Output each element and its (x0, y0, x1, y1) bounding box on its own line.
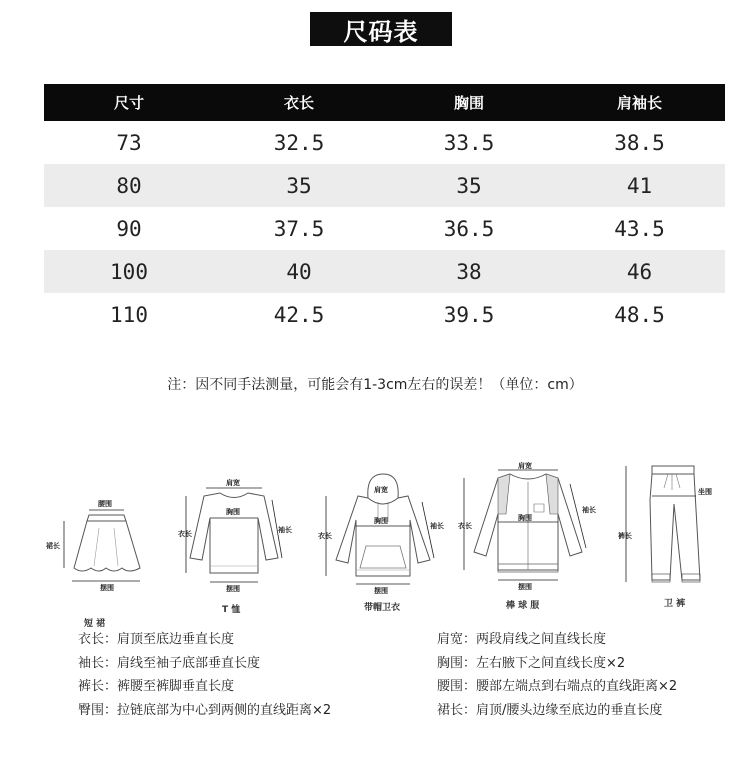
skirt-label-length: 裙长 (46, 542, 60, 550)
definition-item: 裤长：裤腰至裤脚垂直长度 (78, 679, 235, 694)
pants-label-length: 裤长 (618, 532, 632, 540)
tshirt-label-hem: 摆围 (226, 585, 240, 593)
size-table (44, 84, 725, 336)
table-cell: 41 (626, 173, 653, 198)
tshirt-label-shoulder: 肩宽 (226, 479, 240, 487)
tshirt-illustration (178, 478, 298, 608)
baseball-caption: 棒 球 服 (506, 601, 540, 611)
definition-item: 袖长：肩线至袖子底部垂直长度 (78, 655, 261, 671)
hoodie-label-shoulder: 肩宽 (374, 486, 388, 494)
table-row (44, 293, 725, 336)
tshirt-label-length: 衣长 (178, 530, 192, 538)
hoodie-caption: 带帽卫衣 (364, 603, 401, 613)
table-cell: 43.5 (614, 216, 665, 241)
hoodie-label-length: 衣长 (318, 532, 332, 540)
table-cell: 36.5 (443, 216, 495, 241)
pants-caption: 卫 裤 (664, 599, 686, 609)
skirt-label-hem: 摆围 (100, 584, 114, 592)
table-cell: 73 (116, 130, 142, 155)
pants-diagram (614, 460, 724, 608)
definitions-left (78, 628, 331, 722)
definition-item: 衣长：肩顶至底边垂直长度 (78, 632, 235, 647)
table-header-row (44, 84, 725, 121)
hoodie-label-chest: 胸围 (374, 517, 388, 525)
table-row (44, 207, 725, 250)
table-cell: 48.5 (614, 302, 665, 327)
tshirt-label-sleeve: 袖长 (278, 526, 292, 534)
header-chest: 胸围 (453, 94, 484, 112)
measurement-note: 注：因不同手法测量，可能会有1-3cm左右的误差！（单位：cm） (167, 377, 583, 393)
tshirt-caption: T 恤 (222, 605, 241, 615)
baseball-label-length: 衣长 (458, 522, 472, 530)
baseball-label-sleeve: 袖长 (582, 506, 596, 514)
baseball-label-hem: 摆围 (518, 583, 532, 591)
table-cell: 80 (116, 173, 142, 198)
hoodie-diagram (318, 468, 448, 613)
hoodie-illustration (318, 468, 448, 608)
table-cell: 40 (286, 259, 312, 284)
skirt-diagram (44, 488, 164, 629)
table-row (44, 250, 725, 293)
table-cell: 38 (456, 259, 482, 284)
hoodie-label-hem: 摆围 (374, 587, 388, 595)
definition-item: 肩宽：两段肩线之间直线长度 (437, 632, 607, 647)
baseball-label-shoulder: 肩宽 (518, 462, 532, 470)
table-cell: 110 (110, 302, 148, 327)
baseball-jacket-illustration (458, 462, 598, 608)
page-title: 尺码表 (310, 12, 452, 46)
table-cell: 100 (110, 259, 148, 284)
garment-figures (0, 460, 750, 629)
table-cell: 42.5 (273, 302, 325, 327)
tshirt-diagram (178, 478, 298, 615)
table-cell: 38.5 (614, 130, 665, 155)
table-cell: 35 (456, 173, 482, 198)
tshirt-label-chest: 胸围 (226, 508, 240, 516)
skirt-illustration (44, 488, 164, 608)
pants-illustration (614, 460, 724, 608)
table-cell: 37.5 (273, 216, 325, 241)
hoodie-label-sleeve: 袖长 (430, 522, 444, 530)
table-row (44, 164, 725, 207)
definitions-right (437, 628, 677, 722)
table-cell: 35 (286, 173, 312, 198)
definition-item: 裙长：肩顶/腰头边缘至底边的垂直长度 (437, 702, 663, 718)
definition-item: 臀围：拉链底部为中心到两侧的直线距离×2 (78, 702, 332, 718)
baseball-jacket-diagram (458, 462, 598, 611)
skirt-caption: 短 裙 (84, 619, 106, 629)
table-row (44, 121, 725, 164)
pants-label-seat: 坐围 (698, 488, 712, 496)
skirt-label-waist: 腰围 (98, 500, 112, 508)
header-size: 尺寸 (113, 94, 144, 112)
table-cell: 33.5 (443, 130, 495, 155)
baseball-label-chest: 胸围 (518, 514, 532, 522)
header-sleeve: 肩袖长 (616, 94, 662, 112)
table-cell: 46 (626, 259, 653, 284)
table-cell: 90 (116, 216, 142, 241)
header-length: 衣长 (283, 94, 314, 112)
table-cell: 39.5 (443, 302, 495, 327)
table-cell: 32.5 (273, 130, 325, 155)
definition-item: 胸围：左右腋下之间直线长度×2 (437, 655, 626, 671)
definition-item: 腰围：腰部左端点到右端点的直线距离×2 (437, 679, 678, 694)
